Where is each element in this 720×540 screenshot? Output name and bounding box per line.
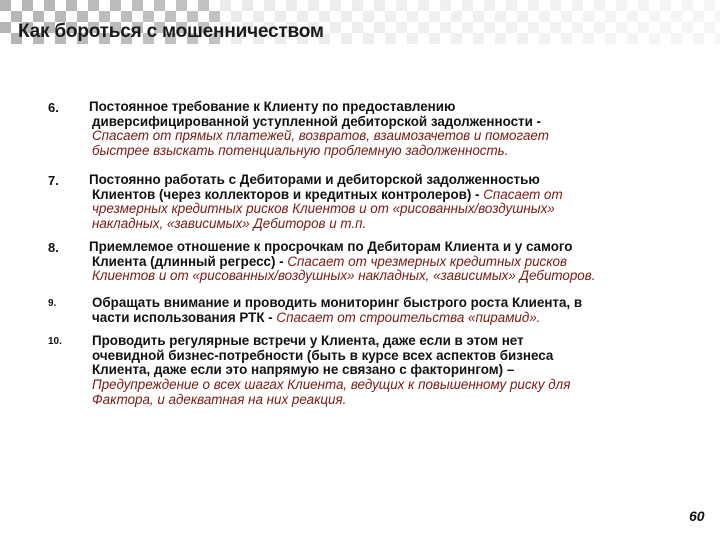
checker-square [704,0,715,11]
italic-benefit-text: быстрее взыскать потенциальную проблемную задолженность. [92,143,509,159]
item-number: 9. [48,298,57,309]
bold-requirement-text: Клиента (длинный регресс) - [92,253,288,269]
bold-requirement-text: Обращать внимание и проводить мониторинг быстрого роста Клиента, в [92,295,583,310]
checker-square [374,0,385,11]
checker-square [671,11,682,22]
checker-square [561,11,572,22]
checker-square [330,0,341,11]
text-line [92,255,567,270]
checker-square [407,33,418,44]
checker-square [473,11,484,22]
text-line [92,296,582,311]
checker-square [638,22,649,33]
checker-square [374,22,385,33]
text-line [92,188,563,203]
checker-square [385,11,396,22]
checker-square [594,0,605,11]
checker-square [385,33,396,44]
italic-benefit-text: Клиентов и от «рисованных/воздушных» накладных, «зависимых» Дебиторов. [92,268,596,284]
text-line [92,144,508,159]
item-number: 6. [48,100,59,115]
item-number: 10. [48,336,62,347]
checker-square [605,33,616,44]
text-line [92,393,346,408]
checker-square [440,22,451,33]
checker-square [627,33,638,44]
checker-square [66,0,77,11]
checker-square [22,0,33,11]
checker-square [396,0,407,11]
checker-square [407,11,418,22]
checker-square [638,0,649,11]
text-line [92,334,524,349]
checker-square [561,33,572,44]
bold-requirement-text: части использования РТК - [92,309,277,325]
checker-square [198,0,209,11]
checker-square [429,11,440,22]
checker-square [682,0,693,11]
checker-square [451,33,462,44]
italic-benefit-text: накладных, «зависимых» Дебиторов и т.п. [92,216,367,232]
checker-square [352,0,363,11]
page-number: 60 [689,508,705,524]
checker-square [495,33,506,44]
checker-square [0,22,11,33]
checker-square [110,0,121,11]
checker-square [715,33,720,44]
checker-square [363,33,374,44]
checker-square [649,33,660,44]
checker-square [341,11,352,22]
checker-square [418,0,429,11]
text-line [92,202,555,217]
checker-square [616,22,627,33]
checker-square [693,33,704,44]
checker-square [704,22,715,33]
italic-benefit-text: чрезмерных кредитных рисков Клиентов и от «рисованных/воздушных» [92,201,555,217]
bold-requirement-text: Приемлемое отношение к просрочкам по Дебиторам Клиента и у самого [89,239,573,254]
text-line [92,217,366,232]
checker-square [528,0,539,11]
checker-square [583,33,594,44]
slide-title: Как бороться с мошенничеством [18,21,324,42]
text-line [92,129,549,144]
checker-square [451,11,462,22]
text-line [89,100,455,115]
bold-requirement-text: Постоянное требование к Клиенту по предоставлению [89,99,456,114]
checker-square [462,22,473,33]
text-line [92,349,553,364]
italic-benefit-text: Фактора, и адекватная на них реакция. [92,391,347,407]
bold-requirement-text: Клиента, даже если это напрямую не связано с факторингом) – [92,362,515,378]
item-number: 7. [48,173,59,188]
checker-square [506,0,517,11]
bold-requirement-text: Проводить регулярные встречи у Клиента, даже если в этом нет [92,333,524,348]
checker-square [418,22,429,33]
checker-square [583,11,594,22]
checker-square [242,0,253,11]
text-line [92,269,595,284]
checker-square [154,0,165,11]
checker-square [693,11,704,22]
checker-square [682,22,693,33]
checker-square [594,22,605,33]
checker-square [627,11,638,22]
checker-square [528,22,539,33]
text-line [92,363,514,378]
checker-square [550,0,561,11]
checker-square [0,0,11,11]
checker-square [572,22,583,33]
checker-square [440,0,451,11]
checker-square [473,33,484,44]
italic-benefit-text: Спасает от строительства «пирамид». [276,309,541,325]
italic-benefit-text: Спасает от [483,186,563,202]
checker-square [88,0,99,11]
checker-square [363,11,374,22]
bold-requirement-text: Постоянно работать с Дебиторами и дебиторской задолженностью [89,172,540,187]
bold-requirement-text: очевидной бизнес-потребности (быть в курсе всех аспектов бизнеса [92,347,554,363]
checker-square [539,11,550,22]
checker-square [649,11,660,22]
checker-square [330,22,341,33]
bold-requirement-text: Клиентов (через коллекторов и кредитных контролеров) - [92,186,484,202]
checker-square [341,33,352,44]
italic-benefit-text: Спасает от чрезмерных кредитных рисков [287,253,567,269]
checker-square [44,0,55,11]
checker-square [539,33,550,44]
checker-square [572,0,583,11]
item-number: 8. [48,240,59,255]
checker-square [484,22,495,33]
checker-square [176,0,187,11]
text-line [92,115,541,130]
checker-square [462,0,473,11]
text-line [89,173,540,188]
text-line [92,378,570,393]
checker-square [660,22,671,33]
checker-square [220,0,231,11]
checker-square [286,0,297,11]
checker-square [517,11,528,22]
checker-square [605,11,616,22]
checker-square [396,22,407,33]
checker-square [660,0,671,11]
checker-square [308,0,319,11]
italic-benefit-text: Предупреждение о всех шагах Клиента, ведущих к повышенному риску для [92,377,571,393]
text-line [89,240,573,255]
italic-benefit-text: Спасает от прямых платежей, возвратов, взаимозачетов и помогает [92,128,549,144]
checker-square [495,11,506,22]
text-line [92,311,540,326]
checker-square [352,22,363,33]
checker-square [506,22,517,33]
checker-square [715,11,720,22]
checker-square [429,33,440,44]
checker-square [484,0,495,11]
checker-square [264,0,275,11]
bold-requirement-text: диверсифицированной уступленной дебиторской задолженности - [92,113,542,129]
checker-square [132,0,143,11]
checker-square [550,22,561,33]
checker-square [616,0,627,11]
checker-square [671,33,682,44]
checker-square [517,33,528,44]
